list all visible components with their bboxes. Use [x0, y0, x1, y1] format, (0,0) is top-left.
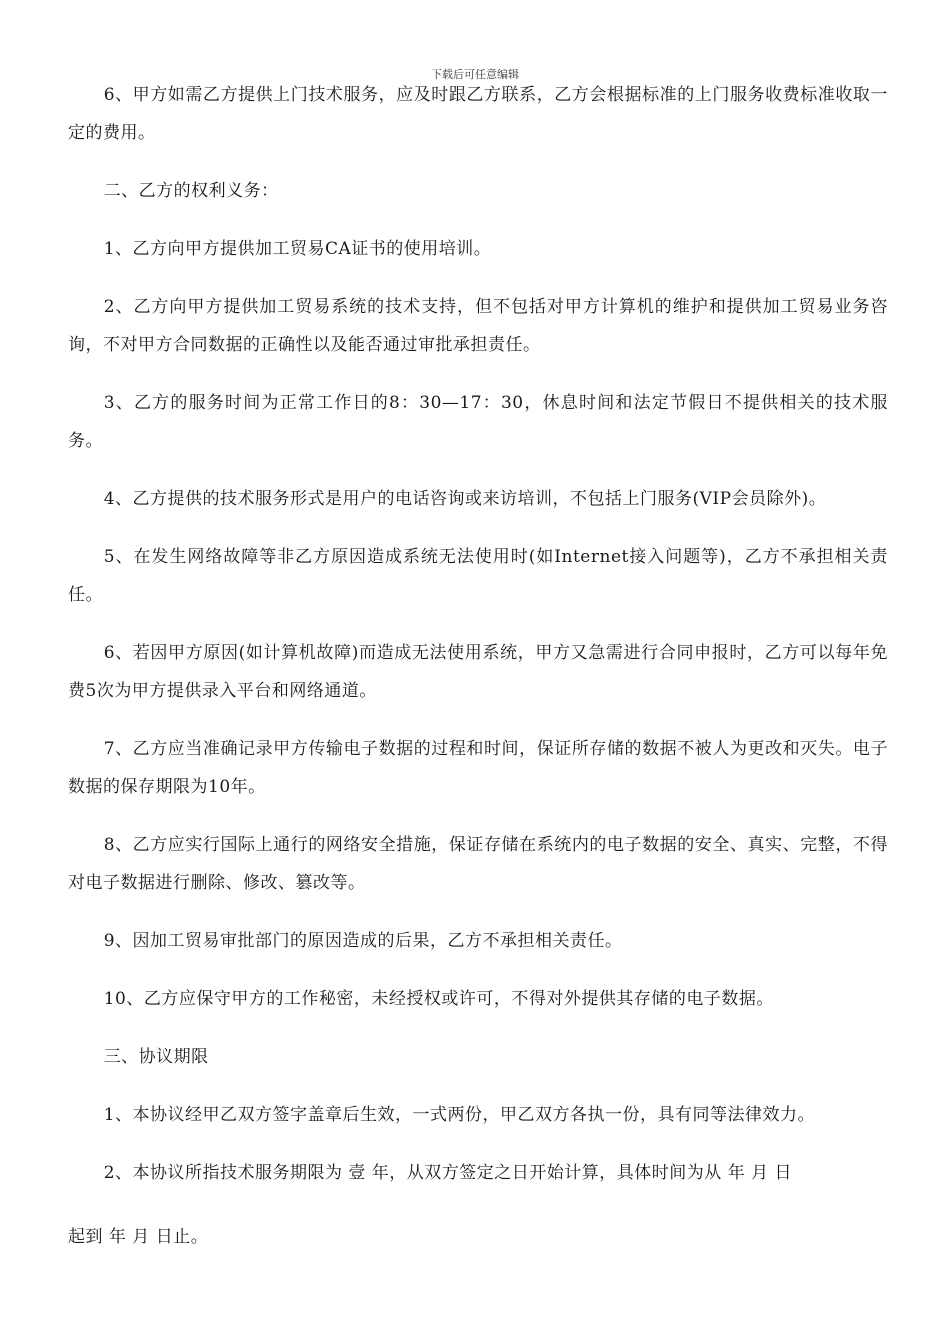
clause-b5: 5、在发生网络故障等非乙方原因造成系统无法使用时(如Internet接入问题等)，乙方不承担相关责任。: [68, 547, 888, 605]
page-header-note: 下载后可任意编辑: [431, 68, 519, 81]
clause-c2: 2、本协议所指技术服务期限为 壹 年，从双方签定之日开始计算，具体时间为从 年 月 日: [103, 1163, 793, 1183]
clause-b7: 7、乙方应当准确记录甲方传输电子数据的过程和时间，保证所存储的数据不被人为更改和灭失。电子数据的保存期限为10年。: [68, 739, 888, 797]
clause-b9: 9、因加工贸易审批部门的原因造成的后果，乙方不承担相关责任。: [103, 931, 623, 951]
clause-b8: 8、乙方应实行国际上通行的网络安全措施，保证存储在系统内的电子数据的安全、真实、完整，不得对电子数据进行删除、修改、篡改等。: [68, 835, 888, 893]
clause-c1: 1、本协议经甲乙双方签字盖章后生效，一式两份，甲乙双方各执一份，具有同等法律效力。: [103, 1105, 816, 1125]
document-body: [68, 76, 888, 1256]
section-heading-3: 三、协议期限: [103, 1047, 209, 1067]
clause-b4: 4、乙方提供的技术服务形式是用户的电话咨询或来访培训，不包括上门服务(VIP会员除外)。: [103, 489, 827, 509]
clause-b1: 1、乙方向甲方提供加工贸易CA证书的使用培训。: [103, 239, 492, 259]
clause-b3: 3、乙方的服务时间为正常工作日的8：30—17：30，休息时间和法定节假日不提供相关的技术服务。: [68, 393, 888, 451]
clause-b10: 10、乙方应保守甲方的工作秘密，未经授权或许可，不得对外提供其存储的电子数据。: [103, 989, 774, 1009]
clause-b2: 2、乙方向甲方提供加工贸易系统的技术支持，但不包括对甲方计算机的维护和提供加工贸易业务咨询，不对甲方合同数据的正确性以及能否通过审批承担责任。: [68, 297, 888, 355]
clause-a6: 6、甲方如需乙方提供上门技术服务，应及时跟乙方联系，乙方会根据标准的上门服务收费标准收取一定的费用。: [68, 85, 888, 143]
section-heading-2: 二、乙方的权利义务：: [103, 181, 279, 201]
clause-b6: 6、若因甲方原因(如计算机故障)而造成无法使用系统，甲方又急需进行合同申报时，乙方可以每年免费5次为甲方提供录入平台和网络通道。: [68, 643, 888, 701]
clause-c2-closing: 起到 年 月 日止。: [68, 1227, 209, 1247]
